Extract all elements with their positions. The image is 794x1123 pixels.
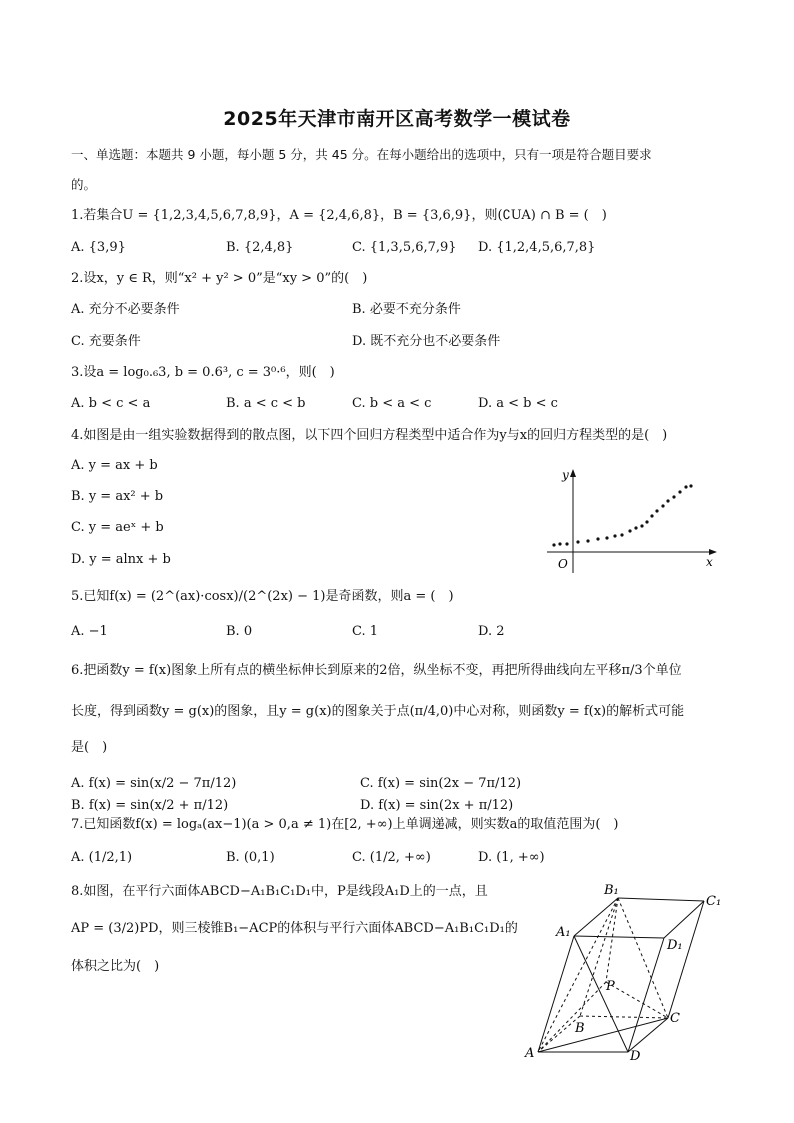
edge-cc1 bbox=[668, 901, 704, 1018]
vertex-label-c: C bbox=[670, 1011, 680, 1026]
y-axis-arrow-icon bbox=[570, 469, 576, 477]
vertex-label-b1: B₁ bbox=[604, 883, 619, 898]
vertex-label-b: B bbox=[575, 1021, 585, 1036]
hidden-segment-b1c bbox=[618, 898, 668, 1018]
q7-option-a[interactable]: A. (1/2,1) bbox=[71, 850, 133, 865]
q3-stem: 3.设a = log₀.₆3, b = 0.6³, c = 3⁰·⁶，则( ) bbox=[71, 365, 335, 380]
q6-stem-line1: 6.把函数y = f(x)图象上所有点的横坐标伸长到原来的2倍，纵坐标不变，再把所得曲线向左平移π/3个单位 bbox=[71, 663, 682, 678]
q4-option-a[interactable]: A. y = ax + b bbox=[71, 458, 158, 473]
scatter-point bbox=[661, 504, 664, 507]
q1-option-d[interactable]: D. {1,2,4,5,6,7,8} bbox=[478, 240, 596, 255]
edge-d1a1 bbox=[574, 936, 664, 938]
q5-stem: 5.已知f(x) = (2^(ax)·cosx)/(2^(2x) − 1)是奇函数，则a = ( ) bbox=[71, 589, 454, 604]
section-heading-line2: 的。 bbox=[71, 177, 97, 192]
vertex-label-p: P bbox=[606, 979, 615, 994]
scatter-point bbox=[689, 484, 692, 487]
q5-option-a[interactable]: A. −1 bbox=[71, 624, 108, 639]
q7-option-d[interactable]: D. (1, +∞) bbox=[478, 850, 545, 865]
q6-option-d[interactable]: D. f(x) = sin(2x + π/12) bbox=[360, 798, 514, 813]
vertex-label-a1: A₁ bbox=[556, 925, 571, 940]
scatter-point bbox=[634, 526, 637, 529]
q2-stem: 2.设x，y ∈ R，则“x² + y² > 0”是“xy > 0”的( ) bbox=[71, 271, 368, 286]
q5-option-b[interactable]: B. 0 bbox=[226, 624, 253, 639]
scatter-point bbox=[596, 537, 599, 540]
scatter-point bbox=[684, 485, 687, 488]
q3-option-b[interactable]: B. a < c < b bbox=[226, 396, 306, 411]
q4-option-d[interactable]: D. y = alnx + b bbox=[71, 552, 171, 567]
scatter-point bbox=[620, 533, 623, 536]
scatter-point bbox=[565, 542, 568, 545]
scatter-point bbox=[628, 529, 631, 532]
q4-scatter-figure bbox=[545, 465, 725, 575]
q1-option-c[interactable]: C. {1,3,5,6,7,9} bbox=[352, 240, 457, 255]
q2-option-c[interactable]: C. 充要条件 bbox=[71, 334, 141, 349]
scatter-point bbox=[678, 490, 681, 493]
scatter-point bbox=[672, 495, 675, 498]
hidden-segment-pa bbox=[538, 982, 606, 1052]
q4-stem: 4.如图是由一组实验数据得到的散点图，以下四个回归方程类型中适合作为y与x的回归方程类型的是( ) bbox=[71, 428, 668, 443]
q8-parallelepiped-figure bbox=[520, 876, 730, 1066]
q4-option-b[interactable]: B. y = ax² + b bbox=[71, 489, 164, 504]
q6-stem-line3: 是( ) bbox=[71, 740, 108, 755]
section-heading-line1: 一、单选题：本题共 9 小题，每小题 5 分，共 45 分。在每小题给出的选项中，只有一项是符合题目要求 bbox=[71, 147, 652, 162]
q1-stem: 1.若集合U = {1,2,3,4,5,6,7,8,9}，A = {2,4,6,8}，B = {3,6,9}，则(∁UA) ∩ B = ( ) bbox=[71, 208, 607, 223]
vertex-label-d: D bbox=[630, 1049, 641, 1064]
vertex-label-d1: D₁ bbox=[667, 938, 683, 953]
q3-option-c[interactable]: C. b < a < c bbox=[352, 396, 432, 411]
scatter-point bbox=[586, 539, 589, 542]
edge-aa1 bbox=[538, 936, 574, 1052]
q1-option-b[interactable]: B. {2,4,8} bbox=[226, 240, 294, 255]
edge-b1c1 bbox=[618, 898, 704, 901]
q2-option-b[interactable]: B. 必要不充分条件 bbox=[352, 302, 461, 317]
scatter-point bbox=[655, 509, 658, 512]
q6-option-a[interactable]: A. f(x) = sin(x/2 − 7π/12) bbox=[71, 776, 237, 791]
q5-option-c[interactable]: C. 1 bbox=[352, 624, 379, 639]
origin-label: O bbox=[558, 557, 568, 571]
q2-option-d[interactable]: D. 既不充分也不必要条件 bbox=[352, 334, 501, 349]
scatter-point bbox=[666, 499, 669, 502]
hidden-edge-bb1 bbox=[580, 898, 618, 1016]
q8-stem-line1: 8.如图，在平行六面体ABCD−A₁B₁C₁D₁中，P是线段A₁D上的一点，且 bbox=[71, 884, 488, 899]
q1-option-a[interactable]: A. {3,9} bbox=[71, 240, 126, 255]
vertex-label-c1: C₁ bbox=[706, 894, 722, 909]
edge-dd1 bbox=[628, 938, 664, 1052]
q8-stem-line3: 体积之比为( ) bbox=[71, 959, 160, 974]
x-axis-label: x bbox=[706, 555, 713, 569]
scatter-point bbox=[576, 540, 579, 543]
q7-option-b[interactable]: B. (0,1) bbox=[226, 850, 275, 865]
page-title: 2025年天津市南开区高考数学一模试卷 bbox=[223, 108, 571, 130]
scatter-point bbox=[640, 524, 643, 527]
hidden-edge-bc bbox=[580, 1016, 668, 1018]
hidden-segment-pc bbox=[606, 982, 668, 1018]
vertex-label-a: A bbox=[525, 1046, 535, 1061]
scatter-point bbox=[552, 543, 555, 546]
q6-option-c[interactable]: C. f(x) = sin(2x − 7π/12) bbox=[360, 776, 522, 791]
q8-stem-line2: AP = (3/2)PD，则三棱锥B₁−ACP的体积与平行六面体ABCD−A₁B₁C₁D₁的 bbox=[71, 921, 518, 936]
q6-option-b[interactable]: B. f(x) = sin(x/2 + π/12) bbox=[71, 798, 229, 813]
scatter-point bbox=[605, 536, 608, 539]
scatter-point bbox=[650, 514, 653, 517]
q3-option-a[interactable]: A. b < c < a bbox=[71, 396, 151, 411]
q7-option-c[interactable]: C. (1/2, +∞) bbox=[352, 850, 431, 865]
q2-option-a[interactable]: A. 充分不必要条件 bbox=[71, 302, 180, 317]
q5-option-d[interactable]: D. 2 bbox=[478, 624, 505, 639]
q3-option-d[interactable]: D. a < b < c bbox=[478, 396, 558, 411]
q7-stem: 7.已知函数f(x) = logₐ(ax−1)(a > 0,a ≠ 1)在[2, +∞)上单调递减，则实数a的取值范围为( ) bbox=[71, 817, 619, 832]
y-axis-label: y bbox=[562, 468, 569, 482]
scatter-point bbox=[558, 542, 561, 545]
q4-option-c[interactable]: C. y = aeˣ + b bbox=[71, 520, 164, 535]
scatter-point bbox=[645, 520, 648, 523]
scatter-point bbox=[613, 534, 616, 537]
q6-stem-line2: 长度，得到函数y = g(x)的图象，且y = g(x)的图象关于点(π/4,0)中心对称，则函数y = f(x)的解析式可能 bbox=[71, 704, 685, 719]
